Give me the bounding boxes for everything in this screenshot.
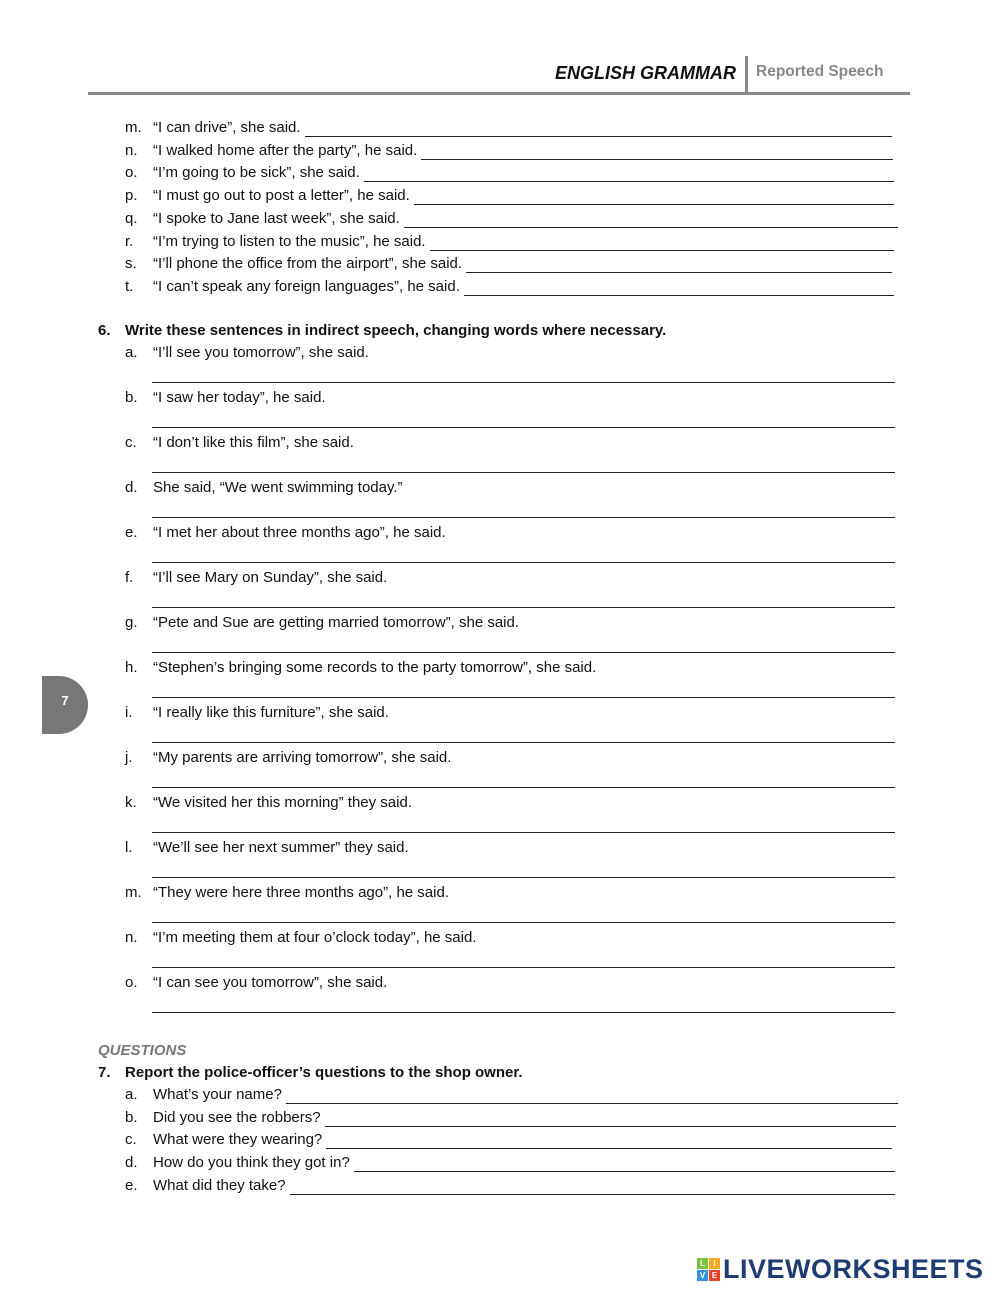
exercise-item — [125, 142, 893, 160]
answer-blank[interactable] — [305, 122, 892, 137]
answer-line[interactable] — [152, 877, 895, 878]
exercise-item — [125, 119, 892, 137]
item-letter: i. — [125, 704, 133, 721]
page-number-tab: 7 — [42, 676, 88, 734]
exercise-item — [125, 389, 326, 407]
answer-blank[interactable] — [414, 190, 894, 205]
header-title: ENGLISH GRAMMAR — [555, 63, 736, 83]
answer-blank[interactable] — [421, 145, 893, 160]
item-text: “Pete and Sue are getting married tomorrow”, she said. — [153, 614, 520, 631]
logo-letter-tile: V — [697, 1270, 708, 1281]
item-text: “I spoke to Jane last week”, she said. — [153, 209, 400, 227]
item-letter: a. — [125, 344, 138, 361]
item-text: “I walked home after the party”, he said. — [153, 141, 418, 159]
answer-blank[interactable] — [326, 1134, 892, 1149]
item-letter: r. — [125, 232, 134, 250]
item-text: “I must go out to post a letter”, he said. — [153, 187, 410, 205]
answer-line[interactable] — [152, 562, 895, 563]
logo-icon — [697, 1258, 720, 1281]
header-subtitle: Reported Speech — [756, 63, 884, 80]
answer-blank[interactable] — [286, 1089, 898, 1104]
answer-blank[interactable] — [430, 236, 894, 251]
item-letter: b. — [125, 1108, 138, 1126]
item-letter: n. — [125, 929, 138, 946]
item-text: “I can’t speak any foreign languages”, he said. — [153, 277, 460, 295]
item-letter: a. — [125, 1086, 138, 1103]
item-letter: e. — [125, 524, 138, 541]
answer-line[interactable] — [152, 697, 895, 698]
item-letter: p. — [125, 187, 138, 205]
exercise-item — [125, 278, 894, 296]
answer-line[interactable] — [152, 382, 895, 383]
answer-line[interactable] — [152, 517, 895, 518]
exercise-item — [125, 164, 894, 182]
item-text: What were they wearing? — [153, 1131, 323, 1149]
exercise-item — [125, 884, 449, 902]
section-number: 7. — [98, 1064, 111, 1081]
item-text: “We visited her this morning” they said. — [153, 794, 412, 811]
item-text: “They were here three months ago”, he said. — [153, 884, 449, 901]
item-letter: m. — [125, 119, 142, 136]
exercise-item — [125, 479, 403, 497]
item-letter: h. — [125, 659, 138, 676]
item-text: “I can see you tomorrow”, she said. — [153, 974, 388, 991]
liveworksheets-logo — [697, 1254, 984, 1285]
exercise-item — [125, 929, 476, 947]
item-text: “I’ll phone the office from the airport”, she said. — [153, 255, 463, 273]
item-text: “Stephen’s bringing some records to the party tomorrow”, she said. — [153, 659, 597, 676]
exercise-item — [125, 794, 412, 812]
item-letter: j. — [125, 749, 133, 766]
section-instruction: Report the police-officer’s questions to the shop owner. — [125, 1064, 523, 1081]
item-text: “I don’t like this film”, she said. — [153, 434, 354, 451]
exercise-item — [125, 233, 894, 251]
exercise-item — [125, 569, 387, 587]
item-letter: q. — [125, 209, 138, 227]
item-letter: s. — [125, 255, 137, 273]
section-number: 6. — [98, 322, 111, 339]
item-text: “I met her about three months ago”, he said. — [153, 524, 446, 541]
exercise-item — [125, 434, 354, 452]
item-letter: o. — [125, 164, 138, 182]
exercise-item — [125, 344, 369, 362]
item-text: How do you think they got in? — [153, 1154, 350, 1172]
exercise-item — [125, 1109, 896, 1127]
item-letter: k. — [125, 794, 137, 811]
exercise-item — [125, 1086, 898, 1104]
item-letter: o. — [125, 974, 138, 991]
answer-line[interactable] — [152, 922, 895, 923]
item-text: “I saw her today”, he said. — [153, 389, 326, 406]
answer-blank[interactable] — [290, 1180, 895, 1195]
item-text: “I’ll see Mary on Sunday”, she said. — [153, 569, 388, 586]
logo-letter-tile: I — [709, 1258, 720, 1269]
answer-line[interactable] — [152, 652, 895, 653]
answer-blank[interactable] — [466, 258, 892, 273]
section-instruction: Write these sentences in indirect speech, changing words where necessary. — [125, 322, 667, 339]
answer-blank[interactable] — [325, 1112, 896, 1127]
answer-line[interactable] — [152, 607, 895, 608]
exercise-item — [125, 210, 898, 228]
item-letter: d. — [125, 1154, 138, 1172]
item-text: “I’m trying to listen to the music”, he said. — [153, 232, 426, 250]
answer-blank[interactable] — [464, 281, 894, 296]
header-divider — [745, 56, 748, 94]
logo-letter-tile: L — [697, 1258, 708, 1269]
section-6-heading — [98, 322, 666, 340]
logo-letter-tile: E — [709, 1270, 720, 1281]
item-text: “My parents are arriving tomorrow”, she said. — [153, 749, 452, 766]
questions-label: QUESTIONS — [98, 1042, 187, 1059]
exercise-item — [125, 524, 446, 542]
item-text: “I really like this furniture”, she said. — [153, 704, 389, 721]
answer-blank[interactable] — [404, 213, 898, 228]
answer-line[interactable] — [152, 427, 895, 428]
answer-line[interactable] — [152, 1012, 895, 1013]
exercise-item — [125, 839, 409, 857]
item-letter: d. — [125, 479, 138, 496]
exercise-item — [125, 187, 894, 205]
answer-blank[interactable] — [354, 1157, 895, 1172]
item-text: “I’ll see you tomorrow”, she said. — [153, 344, 369, 361]
answer-line[interactable] — [152, 742, 895, 743]
answer-line[interactable] — [152, 832, 895, 833]
answer-line[interactable] — [152, 472, 895, 473]
item-letter: l. — [125, 839, 133, 856]
exercise-item — [125, 1131, 892, 1149]
item-text: “I can drive”, she said. — [153, 119, 301, 136]
item-letter: t. — [125, 277, 134, 295]
exercise-item — [125, 659, 596, 677]
item-text: What did they take? — [153, 1176, 286, 1194]
answer-blank[interactable] — [364, 167, 894, 182]
exercise-item — [125, 1154, 895, 1172]
item-text: “I’m going to be sick”, she said. — [153, 164, 360, 182]
item-text: “I’m meeting them at four o’clock today”, he said. — [153, 929, 477, 946]
item-text: She said, “We went swimming today.” — [153, 479, 403, 496]
answer-line[interactable] — [152, 967, 895, 968]
exercise-item — [125, 255, 892, 273]
exercise-item — [125, 614, 519, 632]
item-letter: f. — [125, 569, 134, 586]
logo-text: LIVEWORKSHEETS — [723, 1254, 984, 1284]
item-letter: m. — [125, 884, 142, 901]
exercise-item — [125, 1177, 895, 1195]
exercise-item — [125, 749, 451, 767]
exercise-item — [125, 974, 387, 992]
header-rule — [88, 92, 910, 95]
item-text: “We’ll see her next summer” they said. — [153, 839, 409, 856]
item-letter: b. — [125, 389, 138, 406]
item-text: What’s your name? — [153, 1086, 282, 1103]
item-letter: e. — [125, 1176, 138, 1194]
item-letter: n. — [125, 141, 138, 159]
item-letter: c. — [125, 434, 137, 451]
exercise-item — [125, 704, 389, 722]
answer-line[interactable] — [152, 787, 895, 788]
item-letter: g. — [125, 614, 138, 631]
item-letter: c. — [125, 1131, 137, 1149]
item-text: Did you see the robbers? — [153, 1108, 321, 1126]
section-7-heading — [98, 1064, 523, 1082]
